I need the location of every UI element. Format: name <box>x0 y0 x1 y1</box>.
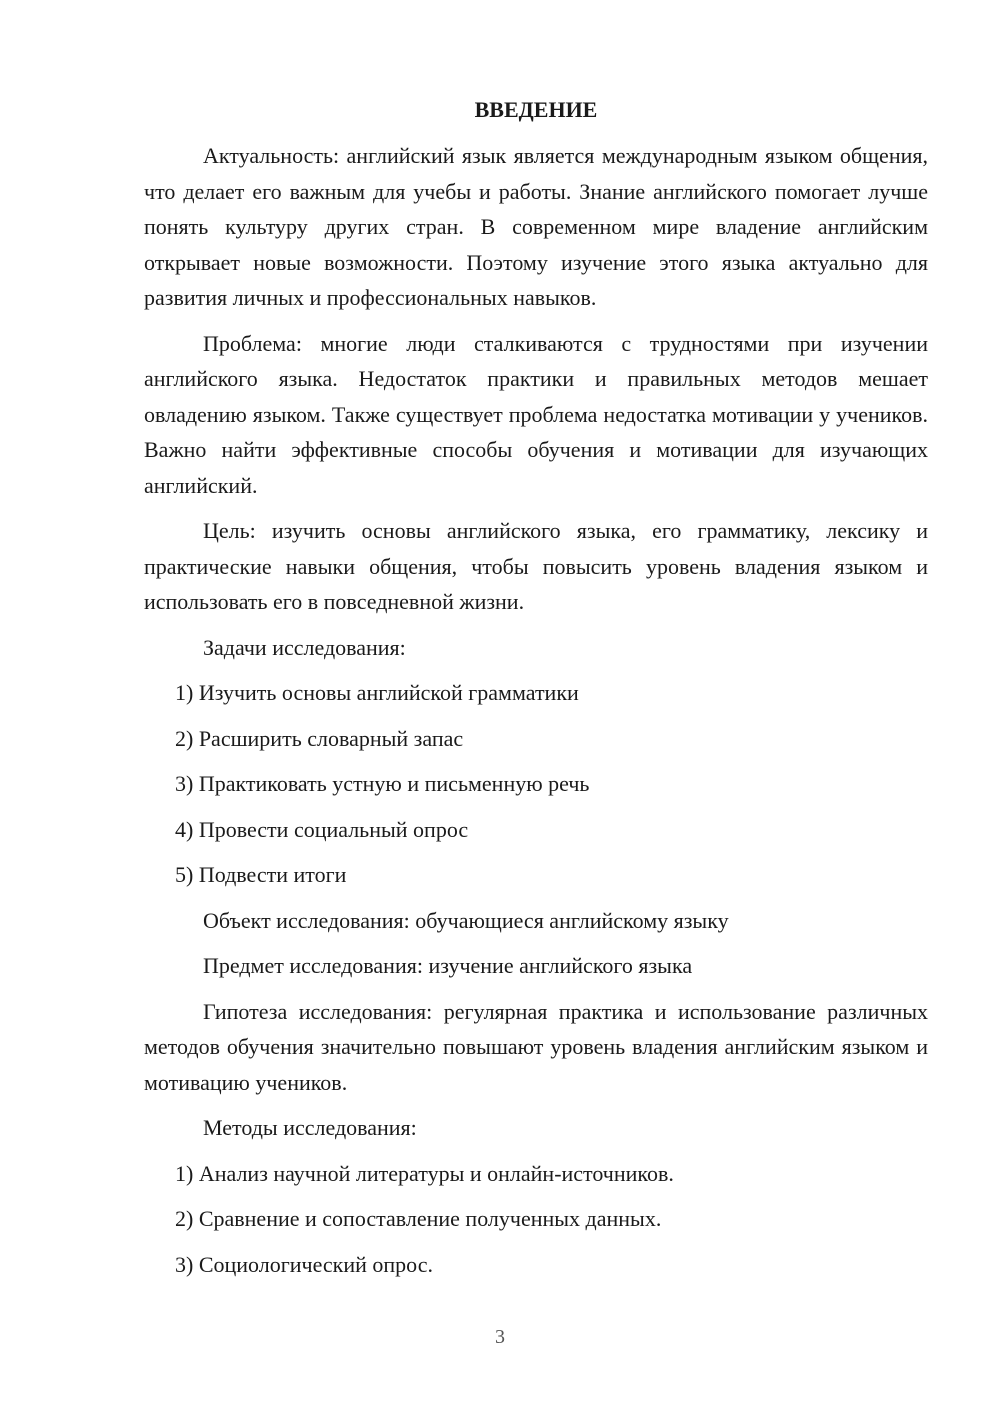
research-subject: Предмет исследования: изучение английского языка <box>203 953 693 978</box>
paragraph-goal: Цель: изучить основы английского языка, его грамматику, лексику и практические навыки общения, чтобы повысить уровень владения языком и использовать его в повседневной жизни. <box>144 518 928 614</box>
task-item: 5) Подвести итоги <box>175 862 347 887</box>
task-item: 2) Расширить словарный запас <box>175 725 464 751</box>
tasks-label: Задачи исследования: <box>203 634 406 660</box>
task-item: 4) Провести социальный опрос <box>175 816 469 842</box>
document-page <box>144 92 928 1292</box>
paragraph-problem: Проблема: многие люди сталкиваются с трудностями при изучении английского языка. Недостаток практики и правильных методов мешает овладению языком. Также существует проблема недостатка мотивации у учеников. Важно найти эффективные способы обучения и мотивации для изучающих английский. <box>144 330 928 498</box>
task-item: 1) Изучить основы английской грамматики <box>175 680 579 705</box>
paragraph-relevance: Актуальность: английский язык является международным языком общения, что делает его важным для учебы и работы. Знание английского помогает лучше понять культуру других стран. В современном мире владение английским открывает новые возможности. Поэтому изучение этого языка актуально для развития личных и профессиональных навыков. <box>144 143 928 310</box>
task-item: 3) Практиковать устную и письменную речь <box>175 771 590 796</box>
method-item: 3) Социологический опрос. <box>175 1251 433 1277</box>
paragraph-hypothesis: Гипотеза исследования: регулярная практика и использование различных методов обучения значительно повышают уровень владения английским языком и мотивацию учеников. <box>144 998 928 1095</box>
method-item: 2) Сравнение и сопоставление полученных данных. <box>175 1206 662 1231</box>
page-number: 3 <box>495 1326 505 1348</box>
methods-label: Методы исследования: <box>203 1115 417 1140</box>
method-item: 1) Анализ научной литературы и онлайн-источников. <box>175 1160 674 1186</box>
page-title: ВВЕДЕНИЕ <box>474 97 598 122</box>
research-object: Объект исследования: обучающиеся английскому языку <box>203 907 729 933</box>
